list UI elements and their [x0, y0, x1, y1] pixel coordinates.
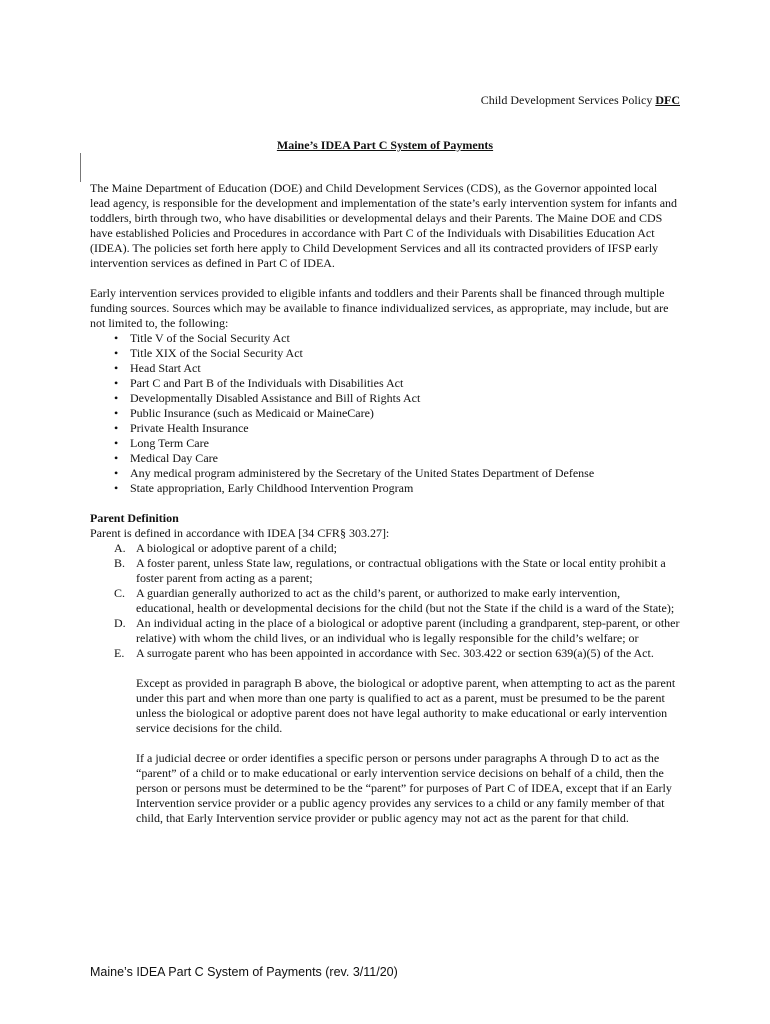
funding-source-item [90, 331, 680, 346]
funding-source-text: Any medical program administered by the Secretary of the United States Department of Defense [130, 466, 595, 480]
intro-paragraph: The Maine Department of Education (DOE) and Child Development Services (CDS), as the Governor appointed local lead agency, is responsible for the development and implementation of the state’s early intervention system for infants and toddlers, birth through two, who have disabilities or developmental delays and their Parents. The Maine DOE and CDS have established Policies and Procedures in accordance with Part C of the Individuals with Disabilities Education Act (IDEA). The policies set forth here apply to Child Development Services and all its contracted providers of IFSP early intervention services as defined in Part C of IDEA. [90, 181, 678, 270]
document-title: Maine’s IDEA Part C System of Payments [276, 138, 494, 152]
parent-definition-item [90, 586, 680, 616]
funding-source-item [90, 346, 680, 361]
judicial-decree-paragraph: If a judicial decree or order identifies a specific person or persons under paragraphs A through D to act as the “parent” of a child or to make educational or early intervention service decisions on behalf of a child, then the person or persons must be determined to be the “parent” for purposes of Part C of IDEA, except that if an Early Intervention service provider or a public agency provides any services to a child or any family member of that child, that Early Intervention service provider or public agency may not act as the parent for that child. [136, 751, 672, 825]
funding-source-item [90, 406, 680, 421]
funding-source-text: Public Insurance (such as Medicaid or MaineCare) [130, 406, 374, 420]
parent-definition-item [90, 556, 680, 586]
bullet-icon: • [114, 346, 119, 360]
funding-source-item [90, 376, 680, 391]
bullet-icon: • [114, 466, 119, 480]
list-marker: A. [114, 541, 126, 555]
bullet-icon: • [114, 361, 119, 375]
funding-source-text: Private Health Insurance [130, 421, 249, 435]
parent-definition-heading: Parent Definition [90, 511, 179, 525]
bullet-icon: • [114, 421, 119, 435]
funding-source-item [90, 466, 680, 481]
funding-source-item [90, 361, 680, 376]
page-footer: Maine’s IDEA Part C System of Payments (rev. 3/11/20) [90, 965, 398, 979]
funding-source-text: State appropriation, Early Childhood Intervention Program [130, 481, 414, 495]
parent-definition-text: A foster parent, unless State law, regulations, or contractual obligations with the State or local entity prohibit a foster parent from acting as a parent; [136, 556, 666, 585]
exception-paragraph: Except as provided in paragraph B above, the biological or adoptive parent, when attempting to act as the parent under this part and when more than one party is qualified to act as a parent, must be presumed to be the parent unless the biological or adoptive parent does not have legal authority to make educational or early intervention service decisions for the child. [136, 676, 676, 735]
funding-source-item [90, 451, 680, 466]
policy-header-text: Child Development Services Policy [480, 93, 656, 107]
funding-paragraph: Early intervention services provided to eligible infants and toddlers and their Parents shall be financed through multiple funding sources. Sources which may be available to finance individualized services, as appropriate, may include, but are not limited to, the following: [90, 286, 669, 330]
funding-source-text: Title XIX of the Social Security Act [130, 346, 303, 360]
funding-source-text: Medical Day Care [130, 451, 218, 465]
funding-source-item [90, 421, 680, 436]
parent-definition-intro: Parent is defined in accordance with IDEA [34 CFR§ 303.27]: [90, 526, 390, 540]
parent-definition-item [90, 541, 680, 556]
bullet-icon: • [114, 391, 119, 405]
list-marker: C. [114, 586, 126, 600]
parent-definition-text: An individual acting in the place of a biological or adoptive parent (including a grandparent, step-parent, or other relative) with whom the child lives, or an individual who is legally responsible for the child’s welfare; or [136, 616, 680, 645]
funding-source-item [90, 391, 680, 406]
bullet-icon: • [114, 451, 119, 465]
parent-definition-text: A biological or adoptive parent of a child; [136, 541, 337, 555]
parent-definition-text: A guardian generally authorized to act as the child’s parent, or authorized to make early intervention, educational, health or developmental decisions for the child (but not the State if the child is a ward of the State); [136, 586, 675, 615]
funding-source-text: Head Start Act [130, 361, 201, 375]
bullet-icon: • [114, 436, 119, 450]
parent-definition-item [90, 646, 680, 661]
list-marker: D. [114, 616, 126, 630]
funding-source-text: Part C and Part B of the Individuals with Disabilities Act [130, 376, 404, 390]
funding-sources-list [90, 331, 680, 496]
funding-source-text: Developmentally Disabled Assistance and Bill of Rights Act [130, 391, 421, 405]
bullet-icon: • [114, 406, 119, 420]
policy-header [481, 93, 680, 108]
bullet-icon: • [114, 376, 119, 390]
funding-source-text: Title V of the Social Security Act [130, 331, 290, 345]
funding-source-text: Long Term Care [130, 436, 209, 450]
parent-definition-text: A surrogate parent who has been appointed in accordance with Sec. 303.422 or section 639(a)(5) of the Act. [136, 646, 654, 660]
parent-definition-list [90, 541, 680, 661]
list-marker: E. [114, 646, 125, 660]
policy-code: DFC [655, 93, 680, 107]
document-body [90, 181, 680, 826]
bullet-icon: • [114, 481, 119, 495]
bullet-icon: • [114, 331, 119, 345]
parent-definition-item [90, 616, 680, 646]
list-marker: B. [114, 556, 126, 570]
revision-bar [80, 153, 81, 182]
funding-source-item [90, 481, 680, 496]
funding-source-item [90, 436, 680, 451]
